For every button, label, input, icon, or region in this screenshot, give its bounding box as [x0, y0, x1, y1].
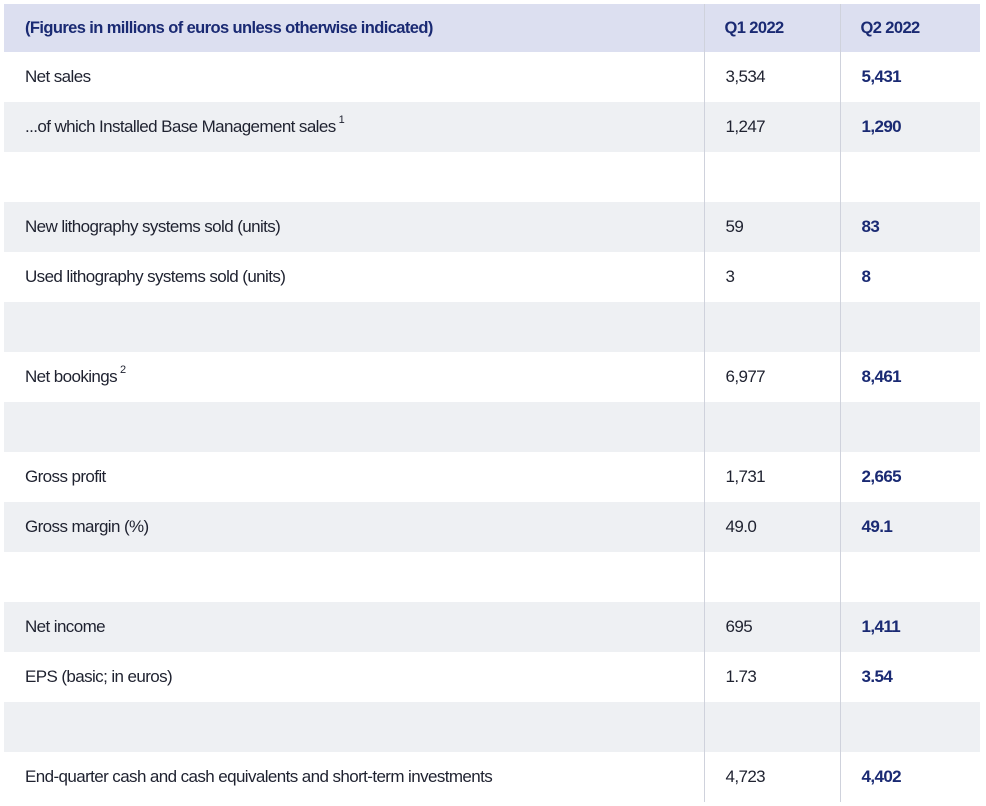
table-body — [4, 52, 980, 802]
table-header-row — [4, 4, 980, 52]
q1-value — [704, 552, 840, 602]
header-q2-2022: Q2 2022 — [840, 4, 980, 52]
table-row — [4, 702, 980, 752]
table-row — [4, 652, 980, 702]
row-label-text: Net sales — [25, 67, 91, 86]
q2-value: 49.1 — [840, 502, 980, 552]
q2-value: 1,290 — [840, 102, 980, 152]
q2-value: 8 — [840, 252, 980, 302]
row-label-text: Net income — [25, 617, 105, 636]
row-label — [4, 502, 704, 552]
row-label-text: New lithography systems sold (units) — [25, 217, 281, 236]
table-row — [4, 102, 980, 152]
row-label — [4, 102, 704, 152]
table-row — [4, 302, 980, 352]
financial-summary-table-container — [4, 4, 980, 802]
header-q1-2022: Q1 2022 — [704, 4, 840, 52]
row-label — [4, 552, 704, 602]
row-label — [4, 652, 704, 702]
table-row — [4, 502, 980, 552]
q2-value: 2,665 — [840, 452, 980, 502]
financial-summary-table — [4, 4, 980, 802]
row-label — [4, 252, 704, 302]
q2-value — [840, 702, 980, 752]
q1-value: 49.0 — [704, 502, 840, 552]
q1-value: 3,534 — [704, 52, 840, 102]
row-label-text: Gross margin (%) — [25, 517, 149, 536]
footnote-marker: 1 — [338, 114, 345, 126]
table-row — [4, 202, 980, 252]
q1-value — [704, 152, 840, 202]
q1-value: 1,731 — [704, 452, 840, 502]
q2-value: 8,461 — [840, 352, 980, 402]
q2-value — [840, 302, 980, 352]
q2-value — [840, 152, 980, 202]
table-row — [4, 352, 980, 402]
q2-value: 4,402 — [840, 752, 980, 802]
row-label-text: ...of which Installed Base Management sales — [25, 117, 336, 136]
row-label — [4, 302, 704, 352]
q1-value — [704, 702, 840, 752]
row-label — [4, 202, 704, 252]
row-label — [4, 352, 704, 402]
table-row — [4, 52, 980, 102]
q2-value: 1,411 — [840, 602, 980, 652]
q2-value — [840, 552, 980, 602]
row-label — [4, 602, 704, 652]
row-label-text: Used lithography systems sold (units) — [25, 267, 286, 286]
q1-value: 59 — [704, 202, 840, 252]
table-row — [4, 402, 980, 452]
row-label — [4, 702, 704, 752]
row-label — [4, 452, 704, 502]
row-label — [4, 152, 704, 202]
row-label-text: Net bookings — [25, 367, 118, 386]
q1-value: 695 — [704, 602, 840, 652]
table-row — [4, 552, 980, 602]
row-label-text: Gross profit — [25, 467, 106, 486]
table-row — [4, 252, 980, 302]
q1-value: 1.73 — [704, 652, 840, 702]
table-row — [4, 752, 980, 802]
row-label-text: End-quarter cash and cash equivalents and short-term investments — [25, 767, 493, 786]
table-row — [4, 452, 980, 502]
q2-value: 83 — [840, 202, 980, 252]
table-row — [4, 152, 980, 202]
q1-value — [704, 402, 840, 452]
q2-value: 5,431 — [840, 52, 980, 102]
row-label — [4, 752, 704, 802]
q1-value: 4,723 — [704, 752, 840, 802]
row-label — [4, 402, 704, 452]
q1-value: 6,977 — [704, 352, 840, 402]
q1-value: 1,247 — [704, 102, 840, 152]
table-row — [4, 602, 980, 652]
header-figures-note: (Figures in millions of euros unless otherwise indicated) — [4, 4, 704, 52]
q1-value: 3 — [704, 252, 840, 302]
q2-value — [840, 402, 980, 452]
row-label-text: EPS (basic; in euros) — [25, 667, 173, 686]
footnote-marker: 2 — [120, 364, 126, 376]
q2-value: 3.54 — [840, 652, 980, 702]
row-label — [4, 52, 704, 102]
q1-value — [704, 302, 840, 352]
